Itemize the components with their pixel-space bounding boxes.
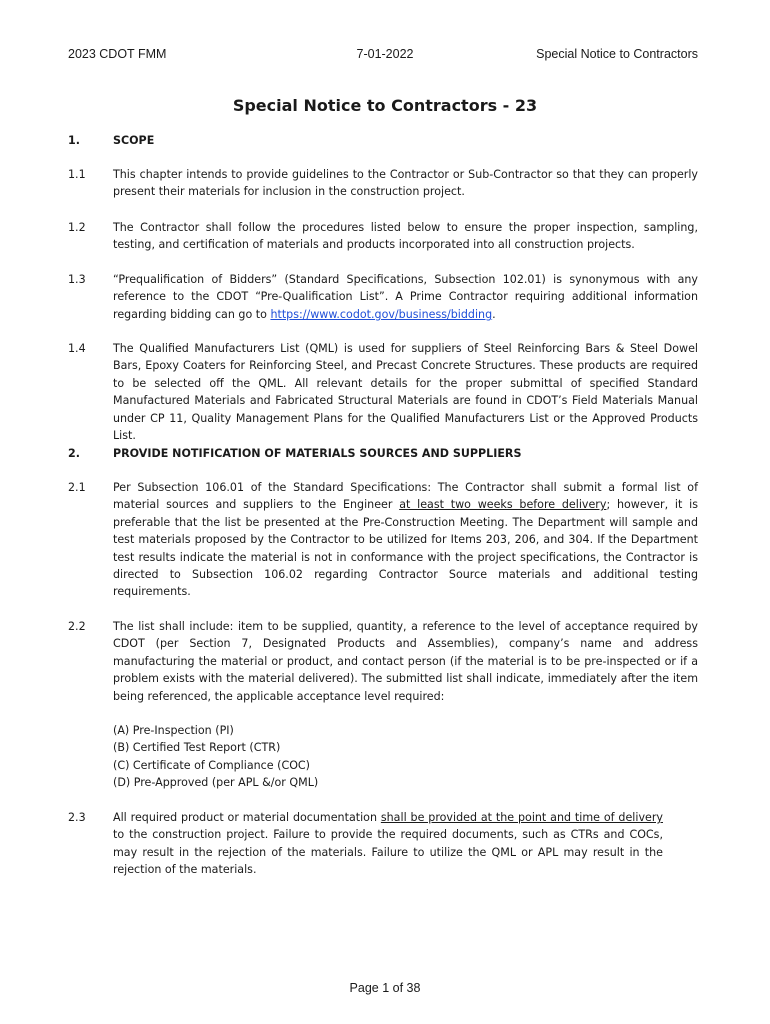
paragraph-text-before: All required product or material documentation (113, 811, 381, 824)
acceptance-level-list (113, 722, 318, 792)
section-2-heading (68, 445, 698, 462)
section-number: 2. (68, 447, 80, 460)
paragraph-text-before: Per Subsection 106.01 of the Standard Specifications: The Contractor shall submit a formal list of material sources and suppliers to the Engineer (113, 481, 698, 512)
paragraph-text-before: “Prequalification of Bidders” (Standard Specifications, Subsection 102.01) is synonymous with any reference to the CDOT “Pre-Qualification List”. A Prime Contractor requiring additional information regarding bidding can go to (113, 273, 698, 321)
underlined-phrase: at least two weeks before delivery (399, 498, 607, 512)
paragraph-text: This chapter intends to provide guidelines to the Contractor or Sub-Contractor so that they can properly present their materials for inclusion in the construction project. (113, 168, 698, 199)
paragraph-text-after: ; however, it is preferable that the list be presented at the Pre-Construction Meeting. The Department will sample and test materials proposed by the Contractor to be utilized for Items 203, 206, and 304. If the Department test results indicate the material is not in conformance with the project specifications, the Contractor is directed to Subsection 106.02 regarding Contractor Source materials and additional testing requirements. (113, 498, 698, 599)
section-number: 1. (68, 134, 80, 147)
section-heading-text: SCOPE (113, 134, 155, 147)
paragraph-1-3 (68, 271, 698, 323)
list-item: (B) Certified Test Report (CTR) (113, 741, 281, 755)
paragraph-1-1 (68, 166, 698, 201)
underlined-phrase: shall be provided at the point and time of delivery (380, 811, 663, 824)
page-number: Page 1 of 38 (349, 981, 421, 995)
running-header-left: 2023 CDOT FMM (68, 47, 167, 61)
paragraph-number: 1.4 (68, 342, 86, 355)
paragraph-number: 1.3 (68, 273, 86, 286)
list-item: (C) Certificate of Compliance (COC) (113, 758, 311, 772)
paragraph-text-after: . (492, 307, 496, 321)
paragraph-1-2 (68, 219, 698, 254)
paragraph-2-2 (68, 618, 698, 705)
paragraph-text: The Contractor shall follow the procedures listed below to ensure the proper inspection, sampling, testing, and certification of materials and products incorporated into all construction projects. (113, 221, 698, 252)
paragraph-text: The Qualified Manufacturers List (QML) is used for suppliers of Steel Reinforcing Bars & Steel Dowel Bars, Epoxy Coaters for Reinforcing Steel, and Precast Concrete Structures. These products are required to be selected off the QML. All relevant details for the proper submittal of specified Standard Manufactured Materials and Fabricated Structural Materials are found in CDOT’s Field Materials Manual under CP 11, Quality Management Plans for the Qualified Manufacturers List or the Approved Products List. (113, 342, 698, 443)
section-1-heading (68, 132, 698, 149)
paragraph-2-1 (68, 479, 698, 601)
paragraph-text (113, 479, 698, 601)
list-item: (D) Pre-Approved (per APL &/or QML) (113, 776, 319, 790)
list-item: (A) Pre-Inspection (PI) (113, 724, 234, 737)
bidding-link[interactable]: https://www.codot.gov/business/bidding (270, 307, 493, 321)
paragraph-text-after: to the construction project. Failure to provide the required documents, such as CTRs and COCs, may result in the rejection of the materials. Failure to utilize the QML or APL may result in the rejection of the materials. (113, 828, 663, 877)
paragraph-number: 1.1 (68, 168, 86, 181)
running-header-right: Special Notice to Contractors (536, 47, 698, 61)
paragraph-number: 1.2 (68, 221, 86, 234)
paragraph-number: 2.1 (68, 481, 86, 494)
page-title: Special Notice to Contractors - 23 (232, 96, 538, 115)
paragraph-number: 2.2 (68, 620, 86, 633)
paragraph-number: 2.3 (68, 811, 86, 824)
paragraph-2-3 (68, 809, 663, 879)
paragraph-text: The list shall include: item to be supplied, quantity, a reference to the level of acceptance required by CDOT (per Section 7, Designated Products and Assemblies), company’s name and address manufacturing the material or product, and contact person (if the material is to be pre-inspected or if a problem exists with the material delivered). The submitted list shall indicate, immediately after the item being referenced, the applicable acceptance level required: (113, 620, 698, 703)
section-heading-text: PROVIDE NOTIFICATION OF MATERIALS SOURCES AND SUPPLIERS (113, 447, 522, 460)
paragraph-1-4 (68, 340, 698, 444)
running-header-date: 7-01-2022 (356, 47, 414, 61)
paragraph-text (113, 809, 663, 879)
paragraph-text (113, 271, 698, 323)
